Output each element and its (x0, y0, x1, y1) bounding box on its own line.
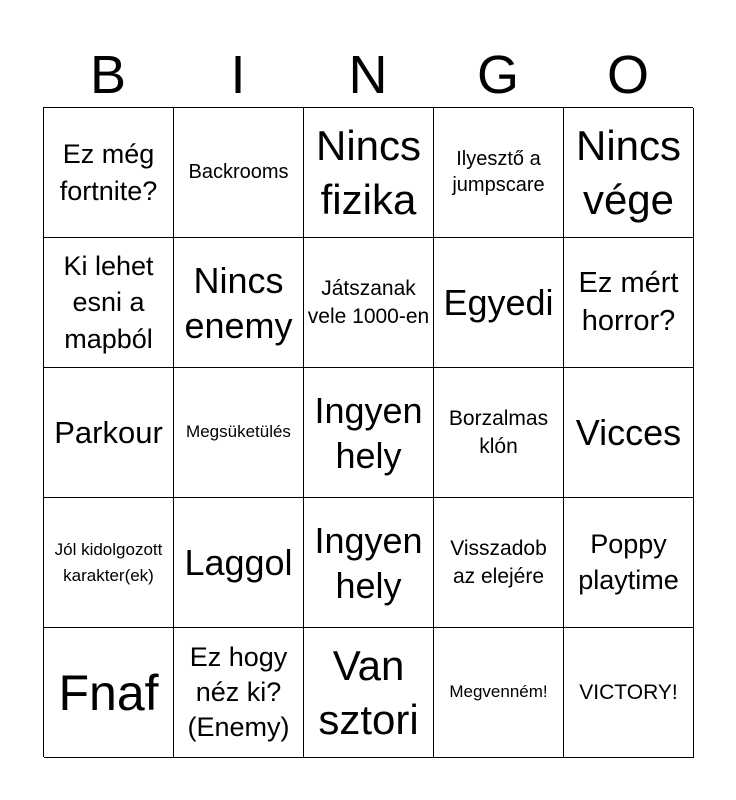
bingo-cell[interactable]: Parkour (44, 368, 174, 498)
bingo-cell[interactable]: Ez még fortnite? (44, 108, 174, 238)
bingo-cell[interactable]: Nincs enemy (174, 238, 304, 368)
bingo-header (43, 42, 693, 108)
header-letter-g: G (476, 45, 519, 105)
bingo-cell[interactable]: Ki lehet esni a mapból (44, 238, 174, 368)
bingo-cell[interactable]: Backrooms (174, 108, 304, 238)
header-letter-n: N (348, 45, 388, 105)
bingo-cell[interactable]: Nincs vége (564, 108, 694, 238)
bingo-cell[interactable]: Egyedi (434, 238, 564, 368)
bingo-cell[interactable]: Ingyen hely (304, 368, 434, 498)
header-letter-o: O (606, 45, 649, 105)
bingo-cell[interactable]: Ilyesztő a jumpscare (434, 108, 564, 238)
bingo-cell[interactable]: Ez mért horror? (564, 238, 694, 368)
bingo-cell[interactable]: Poppy playtime (564, 498, 694, 628)
bingo-cell[interactable]: Ingyen hely (304, 498, 434, 628)
bingo-cell[interactable]: Nincs fizika (304, 108, 434, 238)
bingo-cell[interactable]: Vicces (564, 368, 694, 498)
bingo-grid (43, 107, 693, 757)
bingo-cell[interactable]: Van sztori (304, 628, 434, 758)
bingo-cell[interactable]: Megsüketülés (174, 368, 304, 498)
bingo-cell[interactable]: Fnaf (44, 628, 174, 758)
bingo-cell[interactable]: Ez hogy néz ki? (Enemy) (174, 628, 304, 758)
header-letter-b: B (89, 45, 127, 105)
bingo-cell[interactable]: Játszanak vele 1000-en (304, 238, 434, 368)
bingo-cell[interactable]: Laggol (174, 498, 304, 628)
bingo-cell[interactable]: Jól kidolgozott karakter(ek) (44, 498, 174, 628)
bingo-cell[interactable]: Borzalmas klón (434, 368, 564, 498)
bingo-cell[interactable]: Visszadob az elejére (434, 498, 564, 628)
bingo-cell[interactable]: VICTORY! (564, 628, 694, 758)
bingo-cell[interactable]: Megvenném! (434, 628, 564, 758)
header-letter-i: I (230, 45, 246, 105)
